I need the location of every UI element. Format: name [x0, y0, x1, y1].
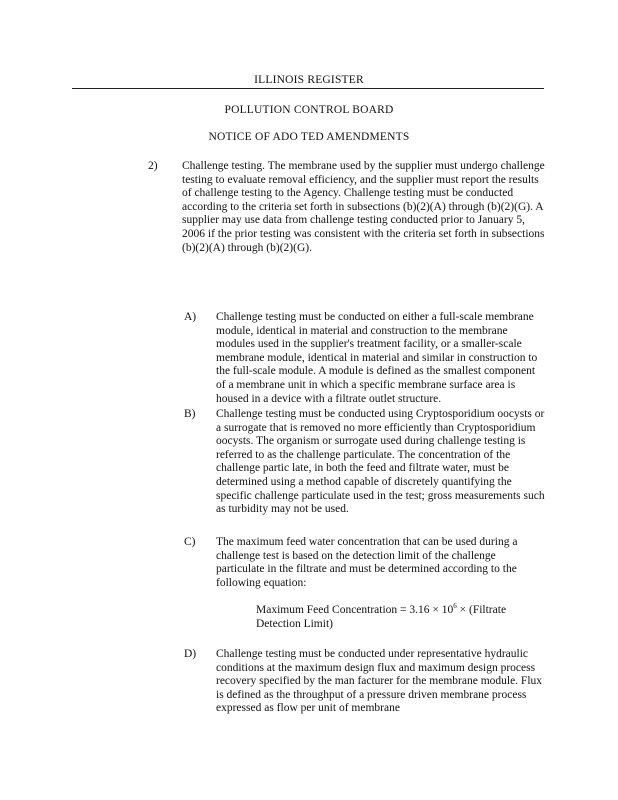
- subparagraph-c-text: The maximum feed water concentration that can be used during a challenge test is based on the detection limit of the challenge particulate in the filtrate and must be determined according to the following equation:: [216, 536, 518, 589]
- board-title: POLLUTION CONTROL BOARD: [224, 104, 394, 116]
- subparagraph-c-number: C): [184, 536, 196, 548]
- subparagraph-a-number: A): [184, 311, 197, 323]
- subparagraph-d-number: D): [184, 648, 197, 660]
- paragraph-2-number: 2): [148, 160, 158, 172]
- header-rule: [72, 88, 544, 89]
- feed-concentration-equation: [256, 604, 546, 631]
- subparagraph-a-text: Challenge testing must be conducted on either a full-scale membrane module, identical in material and construction to the membrane modules used in the supplier's treatment facility, or a smaller-scale membrane module, identical in material and similar in construction to the full-scale module. A module is defined as the smallest component of a membrane unit in which a specific membrane surface area is housed in a device with a filtrate outlet structure.: [216, 311, 538, 405]
- paragraph-2-text: Challenge testing. The membrane used by the supplier must undergo challenge testing to evaluate removal efficiency, and the supplier must report the results of challenge testing to the Agency. Challenge testing must be conducted according to the criteria set forth in subsections (b)(2)(A) through (b)(2)(G). A supplier may use data from challenge testing conducted prior to January 5, 2006 if the prior testing was consistent with the criteria set forth in subsections (b)(2)(A) through (b)(2)(G).: [182, 160, 545, 254]
- subparagraph-b-text: Challenge testing must be conducted using Cryptosporidium oocysts or a surrogate that is removed no more efficiently than Cryptosporidium oocysts. The organism or surrogate used during challenge testing is referred to as the challenge particulate. The concentration of the challenge partic late, in both the feed and filtrate water, must be determined using a method capable of discretely quantifying the specific challenge particulate used in the test; gross measurements such as turbidity may not be used.: [216, 408, 545, 516]
- equation-main: Maximum Feed Concentration = 3.16 × 10: [256, 604, 454, 616]
- equation-exponent: 6: [453, 602, 457, 611]
- subparagraph-d-text: Challenge testing must be conducted under representative hydraulic conditions at the maximum design flux and maximum design process recovery specified by the man facturer for the membrane module. Flux is defined as the throughput of a pressure driven membrane process expressed as flow per unit of membrane: [216, 648, 543, 715]
- notice-title: NOTICE OF ADO TED AMENDMENTS: [208, 131, 410, 143]
- subparagraph-b-number: B): [184, 408, 196, 420]
- equation-tail: × (Filtrate Detection Limit): [256, 604, 507, 630]
- register-title: ILLINOIS REGISTER: [254, 74, 364, 86]
